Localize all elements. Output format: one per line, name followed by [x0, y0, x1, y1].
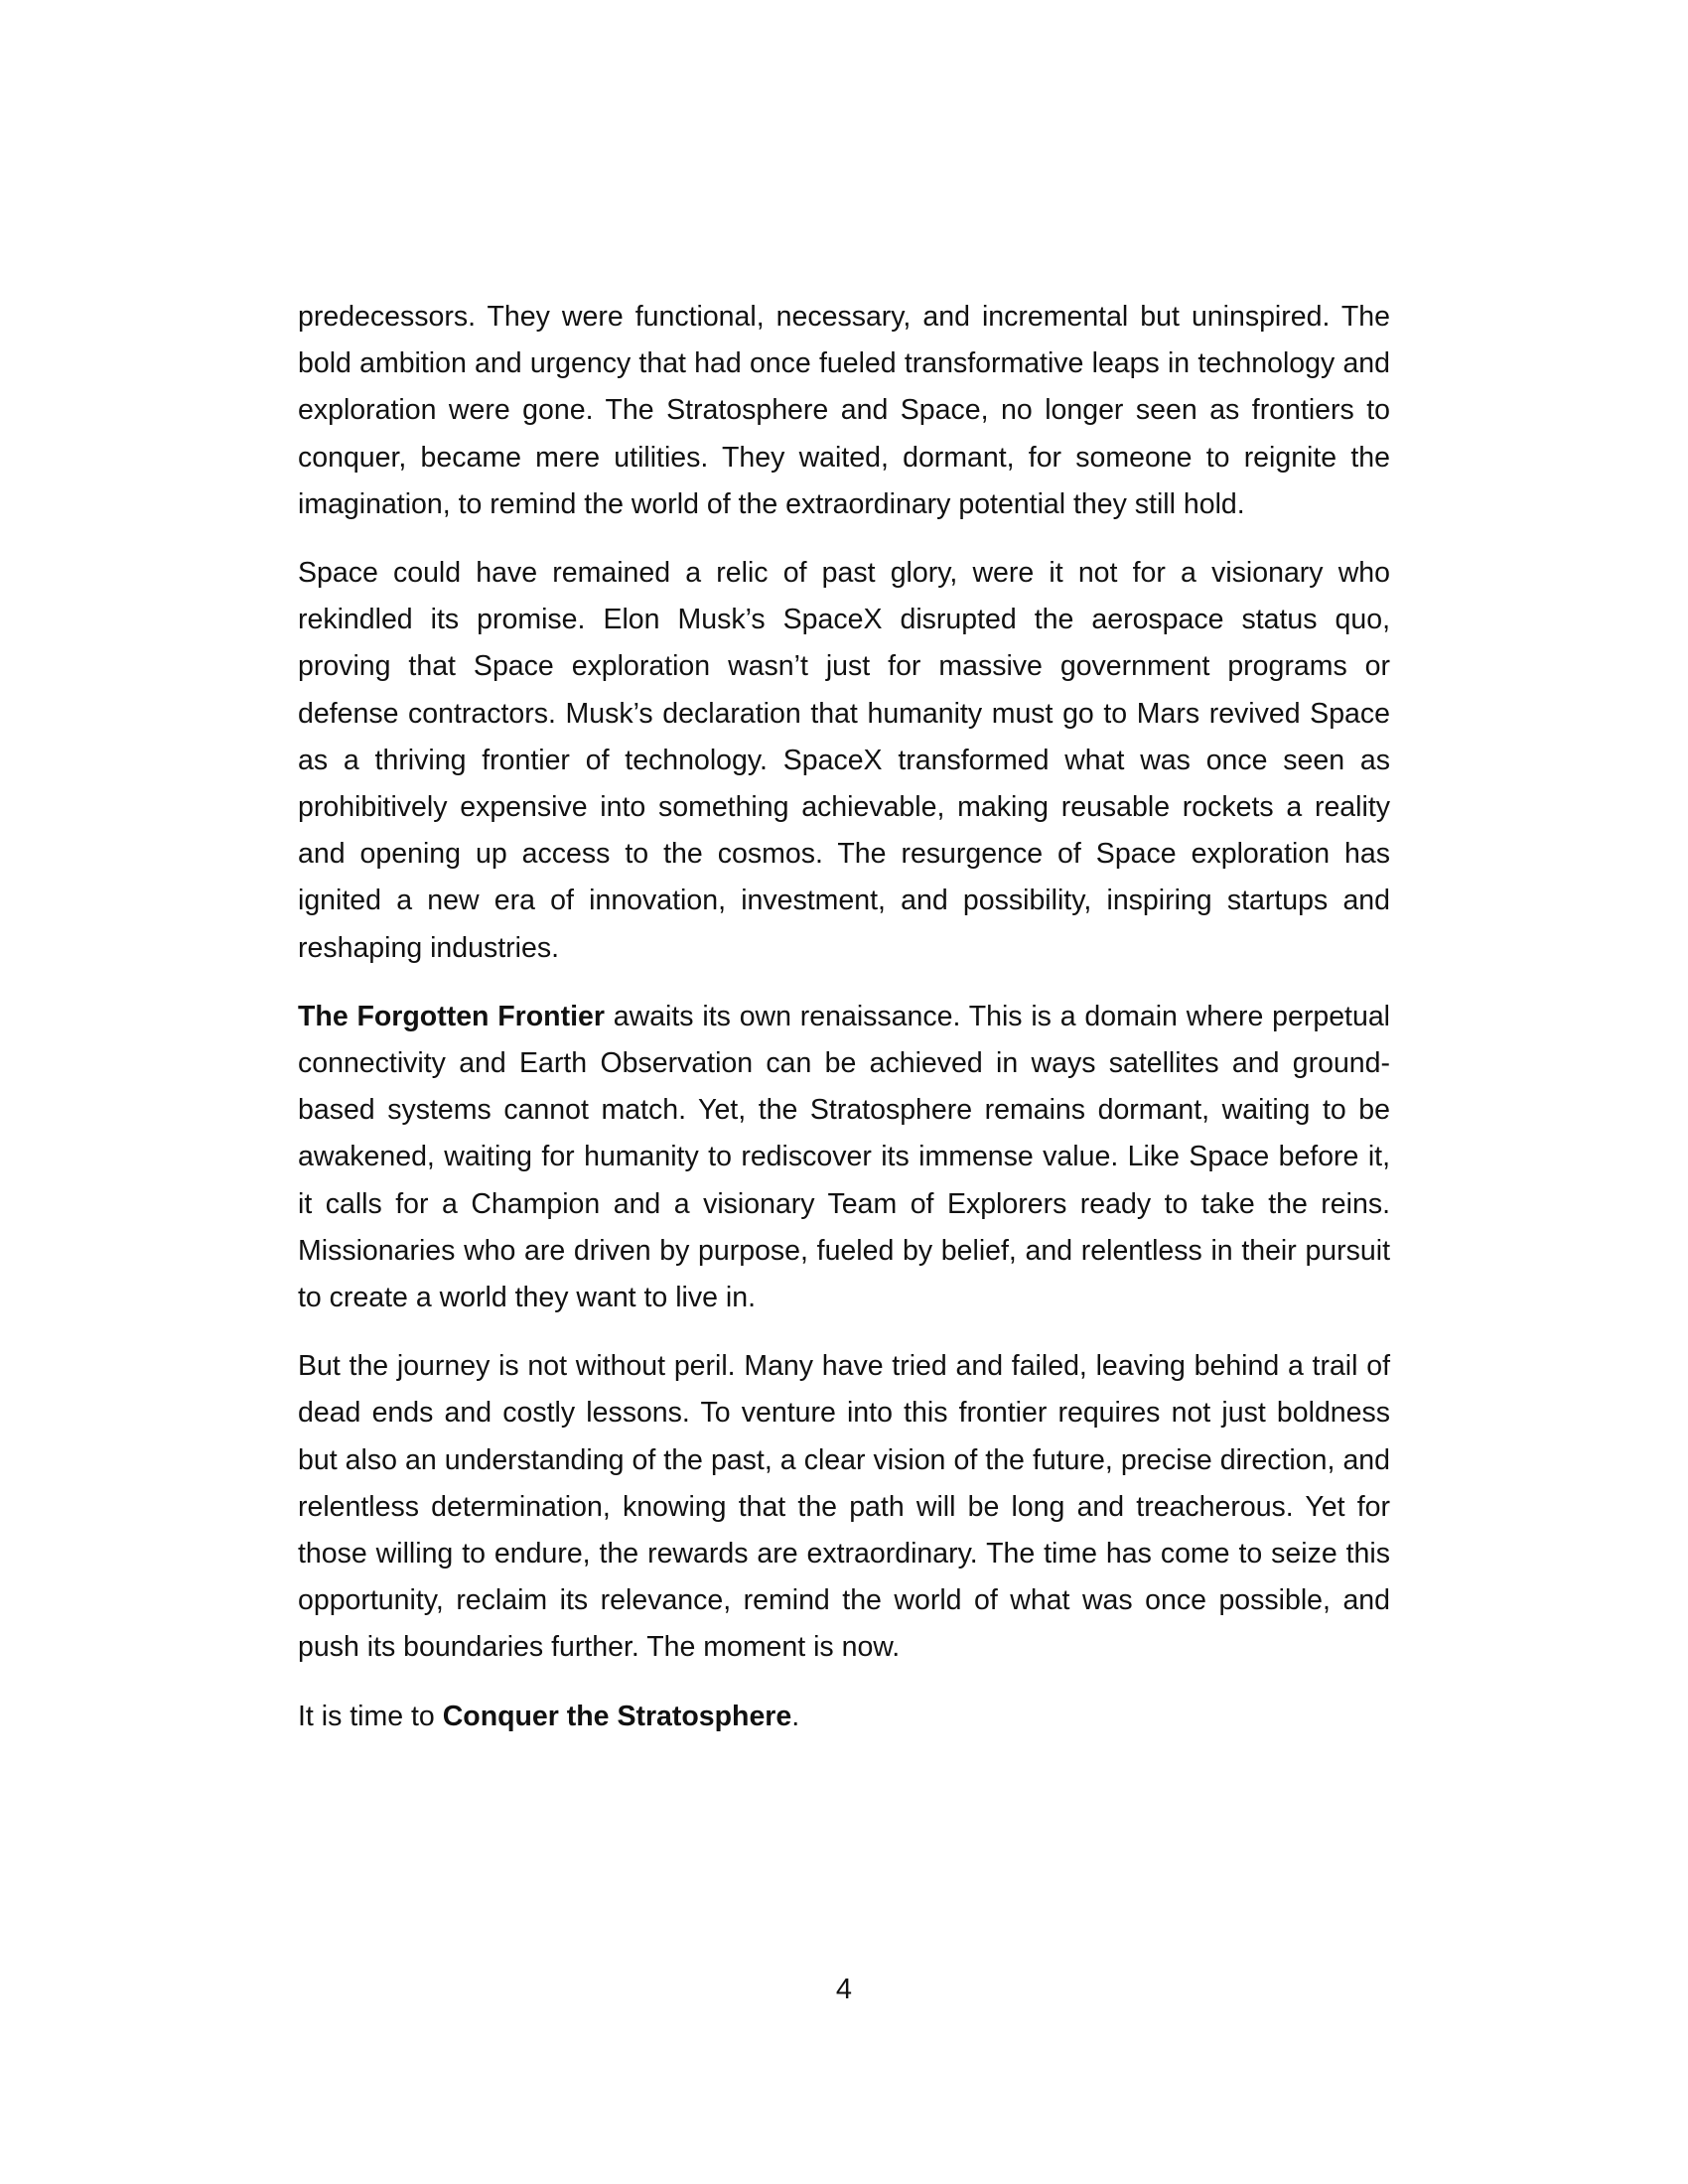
page-number: 4 [835, 1974, 853, 2005]
paragraph-1 [298, 294, 1390, 528]
closing-text-after: . [791, 1700, 800, 1732]
paragraph-2 [298, 550, 1390, 972]
closing-text-before: It is time to [298, 1700, 443, 1732]
paragraph-text: awaits its own renaissance. This is a domain where perpetual connectivity and Earth Observation can be achieved in ways satellites and ground-based systems cannot match. Yet, the Stratosphere remains dormant, waiting to be awakened, waiting for humanity to rediscover its immense value. Like Space before it, it calls for a Champion and a visionary Team of Explorers ready to take the reins. Missionaries who are driven by purpose, fueled by belief, and relentless in their pursuit to create a world they want to live in. [298, 1000, 1391, 1314]
paragraph-3 [298, 994, 1390, 1321]
body-text [298, 294, 1390, 1762]
closing-bold-phrase: Conquer the Stratosphere [442, 1700, 792, 1732]
paragraph-text: Space could have remained a relic of past glory, were it not for a visionary who rekindled its promise. Elon Musk’s SpaceX disrupted the aerospace status quo, proving that Space exploration wasn’t just for massive government programs or defense contractors. Musk’s declaration that humanity must go to Mars revived Space as a thriving frontier of technology. SpaceX transformed what was once seen as prohibitively expensive into something achievable, making reusable rockets a reality and opening up access to the cosmos. The resurgence of Space exploration has ignited a new era of innovation, investment, and possibility, inspiring startups and reshaping industries. [298, 557, 1390, 964]
paragraph-4 [298, 1343, 1390, 1671]
paragraph-text: predecessors. They were functional, necessary, and incremental but uninspired. The bold ambition and urgency that had once fueled transformative leaps in technology and exploration were gone. The Stratosphere and Space, no longer seen as frontiers to conquer, became mere utilities. They waited, dormant, for someone to reignite the imagination, to remind the world of the extraordinary potential they still hold. [298, 301, 1390, 520]
paragraph-text: But the journey is not without peril. Many have tried and failed, leaving behind a trail of dead ends and costly lessons. To venture into this frontier requires not just boldness but also an understanding of the past, a clear vision of the future, precise direction, and relentless determination, knowing that the path will be long and treacherous. Yet for those willing to endure, the rewards are extraordinary. The time has come to seize this opportunity, reclaim its relevance, remind the world of what was once possible, and push its boundaries further. The moment is now. [298, 1350, 1390, 1664]
paragraph-5-closing [298, 1694, 1390, 1740]
bold-lead-forgotten-frontier: The Forgotten Frontier [298, 1000, 605, 1032]
